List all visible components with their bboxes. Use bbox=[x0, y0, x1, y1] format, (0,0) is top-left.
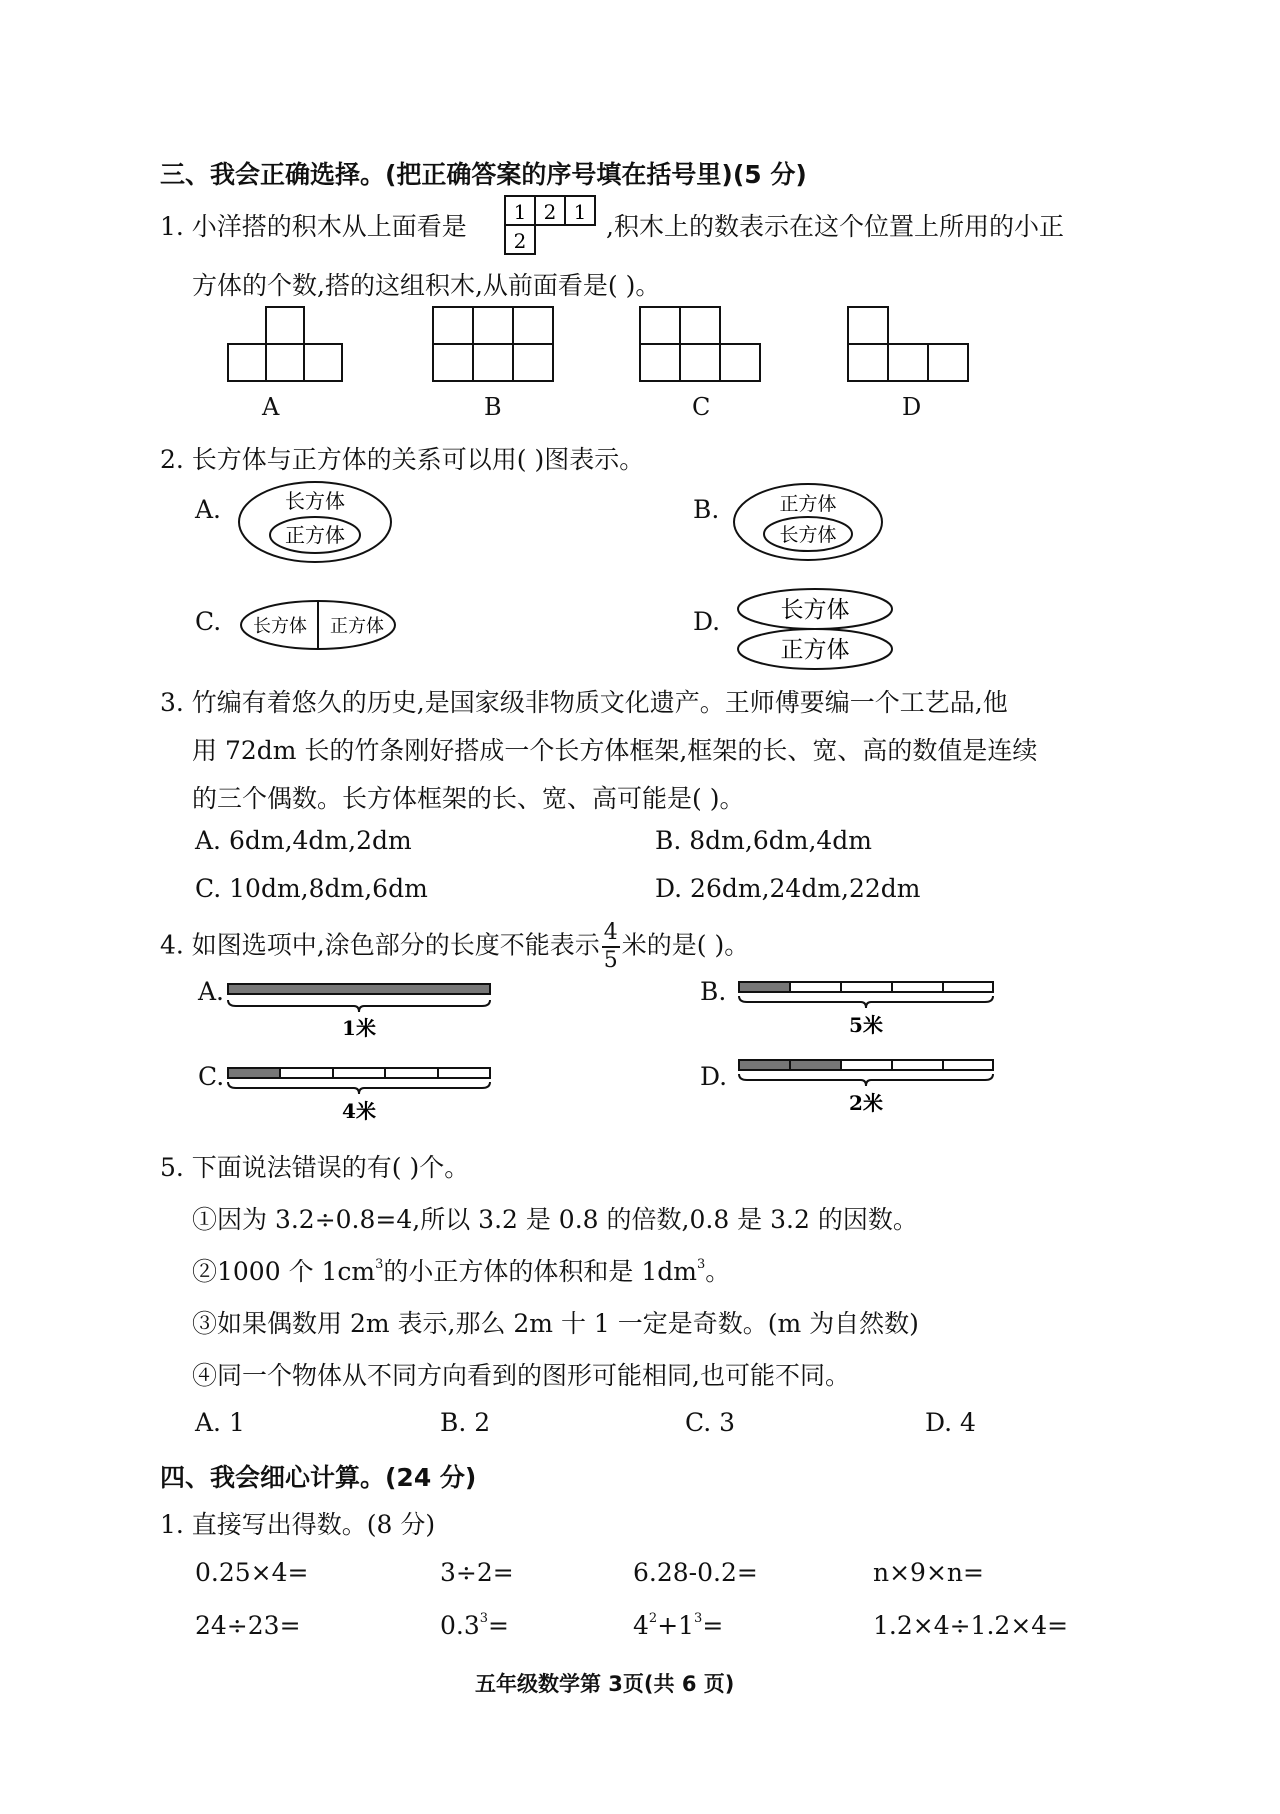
q4-option-c-bar bbox=[226, 1058, 496, 1128]
q1-option-c-label: C bbox=[692, 393, 711, 421]
calc-r2-c3-mid: +1 bbox=[657, 1611, 695, 1640]
q2-option-b-label: B. bbox=[693, 495, 720, 524]
q1-top-view-grid bbox=[504, 195, 600, 257]
q4-option-d-label: D. bbox=[700, 1062, 728, 1091]
calc-r2-c3-eq: = bbox=[702, 1611, 724, 1640]
q4-option-b-bar bbox=[737, 972, 999, 1042]
q3-stem-line1: 3. 竹编有着悠久的历史,是国家级非物质文化遗产。王师傅要编一个工艺品,他 bbox=[160, 688, 1008, 717]
q3-option-c: C. 10dm,8dm,6dm bbox=[195, 874, 428, 903]
calc-r2-c3-base1: 4 bbox=[633, 1611, 649, 1640]
s4-q1-stem: 1. 直接写出得数。(8 分) bbox=[160, 1510, 436, 1539]
q4-b-caption: 5米 bbox=[849, 1013, 883, 1037]
q5-s2-part3: 。 bbox=[705, 1257, 731, 1286]
q4-a-brace bbox=[228, 1000, 490, 1012]
q2-option-c-label: C. bbox=[195, 607, 222, 636]
q2-a-inner-text: 正方体 bbox=[285, 523, 345, 547]
q2-option-c-diagram bbox=[238, 598, 403, 653]
q3-option-b: B. 8dm,6dm,4dm bbox=[655, 826, 873, 855]
q4-fraction-numerator: 4 bbox=[602, 920, 620, 948]
calc-r2-c2-eq: = bbox=[488, 1611, 509, 1640]
page-footer: 五年级数学第 3页(共 6 页) bbox=[475, 1672, 735, 1696]
q5-s2-part1: ②1000 个 1cm bbox=[192, 1257, 376, 1286]
q2-c-left-text: 长方体 bbox=[253, 616, 307, 637]
q2-b-outer-text: 正方体 bbox=[779, 493, 837, 515]
q4-stem-end: 米的是( )。 bbox=[621, 930, 750, 960]
q4-option-a-bar bbox=[226, 972, 496, 1042]
section-3-title: 三、我会正确选择。(把正确答案的序号填在括号里)(5 分) bbox=[160, 160, 807, 189]
q5-stem: 5. 下面说法错误的有( )个。 bbox=[160, 1153, 470, 1182]
q3-option-a: A. 6dm,4dm,2dm bbox=[195, 826, 412, 855]
calc-r2-c3-exp2: 3 bbox=[694, 1611, 703, 1626]
grid-cell-2: 2 bbox=[543, 200, 557, 224]
q1-option-a-label: A bbox=[262, 393, 280, 421]
q3-stem-line3: 的三个偶数。长方体框架的长、宽、高可能是( )。 bbox=[192, 784, 745, 813]
q1-option-a-figure bbox=[220, 305, 370, 385]
q4-fraction-denominator: 5 bbox=[603, 948, 618, 973]
q2-option-d-diagram bbox=[733, 585, 898, 673]
calc-r2-c2-exp: 3 bbox=[479, 1611, 489, 1626]
calc-r1-c3: 6.28-0.2= bbox=[633, 1558, 758, 1587]
q2-option-b-diagram bbox=[730, 480, 890, 565]
q3-option-d: D. 26dm,24dm,22dm bbox=[655, 874, 921, 903]
q1-option-d-label: D bbox=[902, 393, 922, 421]
q4-a-caption: 1米 bbox=[342, 1016, 376, 1040]
q1-stem-end: ,积木上的数表示在这个位置上所用的小正 bbox=[606, 212, 1064, 241]
q4-d-caption: 2米 bbox=[849, 1091, 883, 1115]
q3-stem-line2: 用 72dm 长的竹条刚好搭成一个长方体框架,框架的长、宽、高的数值是连续 bbox=[192, 736, 1038, 765]
q4-c-caption: 4米 bbox=[342, 1099, 376, 1123]
calc-r2-c3-exp1: 2 bbox=[648, 1611, 658, 1626]
q4-option-b-label: B. bbox=[700, 977, 727, 1006]
calc-r1-c2: 3÷2= bbox=[440, 1558, 514, 1587]
calc-r1-c4: n×9×n= bbox=[873, 1558, 984, 1587]
q4-a-bar-shaded bbox=[229, 985, 489, 993]
calc-r2-c2 bbox=[440, 1611, 509, 1640]
q2-d-bottom-text: 正方体 bbox=[780, 637, 850, 663]
q4-stem-start: 4. 如图选项中,涂色部分的长度不能表示 bbox=[160, 930, 600, 960]
q5-s2-sup1: 3 bbox=[375, 1257, 384, 1272]
q4-stem bbox=[160, 920, 749, 974]
q5-statement-1: ①因为 3.2÷0.8=4,所以 3.2 是 0.8 的倍数,0.8 是 3.2 的因数。 bbox=[192, 1205, 918, 1234]
calc-r2-c4: 1.2×4÷1.2×4= bbox=[873, 1611, 1069, 1640]
q5-statement-2 bbox=[192, 1252, 730, 1288]
q5-option-b: B. 2 bbox=[440, 1408, 491, 1437]
q4-fraction bbox=[602, 920, 620, 974]
q1-stem-start: 1. 小洋搭的积木从上面看是 bbox=[160, 212, 467, 241]
q5-statement-3: ③如果偶数用 2m 表示,那么 2m 十 1 一定是奇数。(m 为自然数) bbox=[192, 1309, 919, 1338]
q2-b-inner-text: 长方体 bbox=[779, 524, 837, 546]
q1-option-d-figure bbox=[840, 305, 990, 385]
q4-option-d-bar bbox=[737, 1050, 999, 1120]
q2-option-d-label: D. bbox=[693, 607, 721, 636]
q1-option-b-figure bbox=[425, 305, 575, 385]
q4-option-c-label: C. bbox=[198, 1062, 225, 1091]
q2-stem: 2. 长方体与正方体的关系可以用( )图表示。 bbox=[160, 445, 645, 474]
q5-s2-sup2: 3 bbox=[697, 1257, 706, 1272]
q2-option-a-label: A. bbox=[195, 495, 222, 524]
q2-c-right-text: 正方体 bbox=[330, 616, 384, 637]
q2-a-outer-text: 长方体 bbox=[285, 489, 345, 513]
grid-cell-4: 2 bbox=[513, 229, 527, 253]
grid-cell-1: 1 bbox=[513, 200, 527, 224]
q5-option-c: C. 3 bbox=[685, 1408, 736, 1437]
q2-option-a-diagram bbox=[235, 478, 400, 568]
calc-r2-c2-base: 0.3 bbox=[440, 1611, 480, 1640]
q1-stem-line2: 方体的个数,搭的这组积木,从前面看是( )。 bbox=[192, 271, 661, 300]
q2-d-top-text: 长方体 bbox=[780, 597, 850, 623]
q5-statement-4: ④同一个物体从不同方向看到的图形可能相同,也可能不同。 bbox=[192, 1361, 850, 1390]
q5-option-d: D. 4 bbox=[925, 1408, 976, 1437]
calc-r2-c1: 24÷23= bbox=[195, 1611, 301, 1640]
q4-option-a-label: A. bbox=[198, 977, 225, 1006]
q1-option-b-label: B bbox=[484, 393, 502, 421]
q5-option-a: A. 1 bbox=[195, 1408, 245, 1437]
q5-s2-part2: 的小正方体的体积和是 1dm bbox=[383, 1257, 697, 1286]
section-4-title: 四、我会细心计算。(24 分) bbox=[160, 1463, 477, 1492]
calc-r2-c3 bbox=[633, 1611, 723, 1640]
grid-cell-3: 1 bbox=[573, 200, 587, 224]
calc-r1-c1: 0.25×4= bbox=[195, 1558, 309, 1587]
q1-option-c-figure bbox=[632, 305, 782, 385]
